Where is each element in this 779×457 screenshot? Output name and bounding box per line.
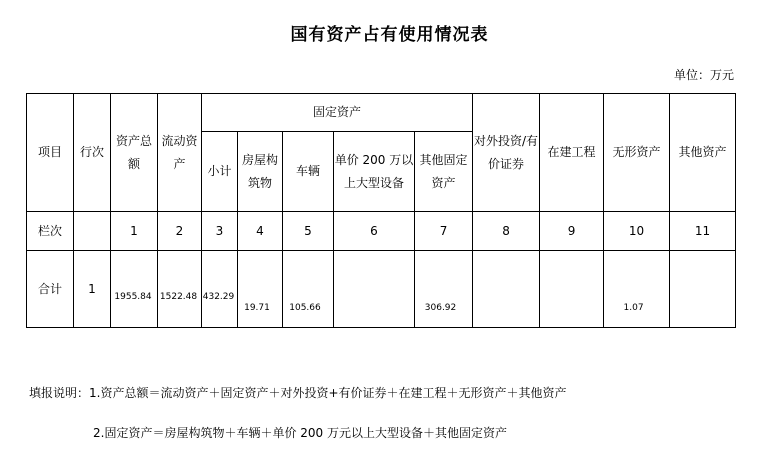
asset-table bbox=[26, 93, 736, 328]
column-number-cell: 6 bbox=[334, 212, 415, 251]
other-assets-value bbox=[670, 251, 736, 328]
column-number-cell: 2 bbox=[158, 212, 202, 251]
header-fixed-assets: 固定资产 bbox=[202, 94, 473, 132]
header-row-no: 行次 bbox=[74, 94, 111, 212]
note-line-2: 2.固定资产＝房屋构筑物＋车辆＋单价 200 万元以上大型设备＋其他固定资产 bbox=[93, 426, 507, 440]
page-title: 国有资产占有使用情况表 bbox=[290, 25, 489, 45]
header-other-fixed: 其他固定资产 bbox=[415, 132, 473, 212]
column-number-cell: 10 bbox=[604, 212, 670, 251]
other-fixed-value: 306.92 bbox=[415, 251, 473, 328]
unit-label: 单位：万元 bbox=[673, 68, 734, 82]
header-buildings: 房屋构筑物 bbox=[238, 132, 283, 212]
construction-value bbox=[540, 251, 604, 328]
investments-value bbox=[473, 251, 540, 328]
column-number-cell: 7 bbox=[415, 212, 473, 251]
column-number-label: 栏次 bbox=[27, 212, 74, 251]
note-line-1: 填报说明：1.资产总额＝流动资产＋固定资产＋对外投资+有价证券＋在建工程＋无形资产＋其他资产 bbox=[29, 386, 567, 400]
vehicles-value: 105.66 bbox=[283, 251, 334, 328]
total-assets-value: 1955.84 bbox=[111, 251, 158, 328]
header-current-assets: 流动资产 bbox=[158, 94, 202, 212]
column-number-cell: 4 bbox=[238, 212, 283, 251]
total-row-label: 合计 bbox=[27, 251, 74, 328]
column-number-cell: 9 bbox=[540, 212, 604, 251]
header-large-equipment: 单价 200 万以上大型设备 bbox=[334, 132, 415, 212]
column-number-cell: 1 bbox=[111, 212, 158, 251]
column-number-cell: 5 bbox=[283, 212, 334, 251]
buildings-value: 19.71 bbox=[238, 251, 283, 328]
intangible-value: 1.07 bbox=[604, 251, 670, 328]
header-item: 项目 bbox=[27, 94, 74, 212]
header-total-assets: 资产总额 bbox=[111, 94, 158, 212]
header-investments: 对外投资/有价证券 bbox=[473, 94, 540, 212]
header-other-assets: 其他资产 bbox=[670, 94, 736, 212]
column-number-cell bbox=[74, 212, 111, 251]
column-number-cell: 8 bbox=[473, 212, 540, 251]
column-number-cell: 11 bbox=[670, 212, 736, 251]
header-construction: 在建工程 bbox=[540, 94, 604, 212]
header-intangible: 无形资产 bbox=[604, 94, 670, 212]
column-number-cell: 3 bbox=[202, 212, 238, 251]
current-assets-value: 1522.48 bbox=[158, 251, 202, 328]
header-vehicles: 车辆 bbox=[283, 132, 334, 212]
large-equipment-value bbox=[334, 251, 415, 328]
header-subtotal: 小计 bbox=[202, 132, 238, 212]
subtotal-value: 432.29 bbox=[202, 251, 238, 328]
total-row-no: 1 bbox=[74, 251, 111, 328]
